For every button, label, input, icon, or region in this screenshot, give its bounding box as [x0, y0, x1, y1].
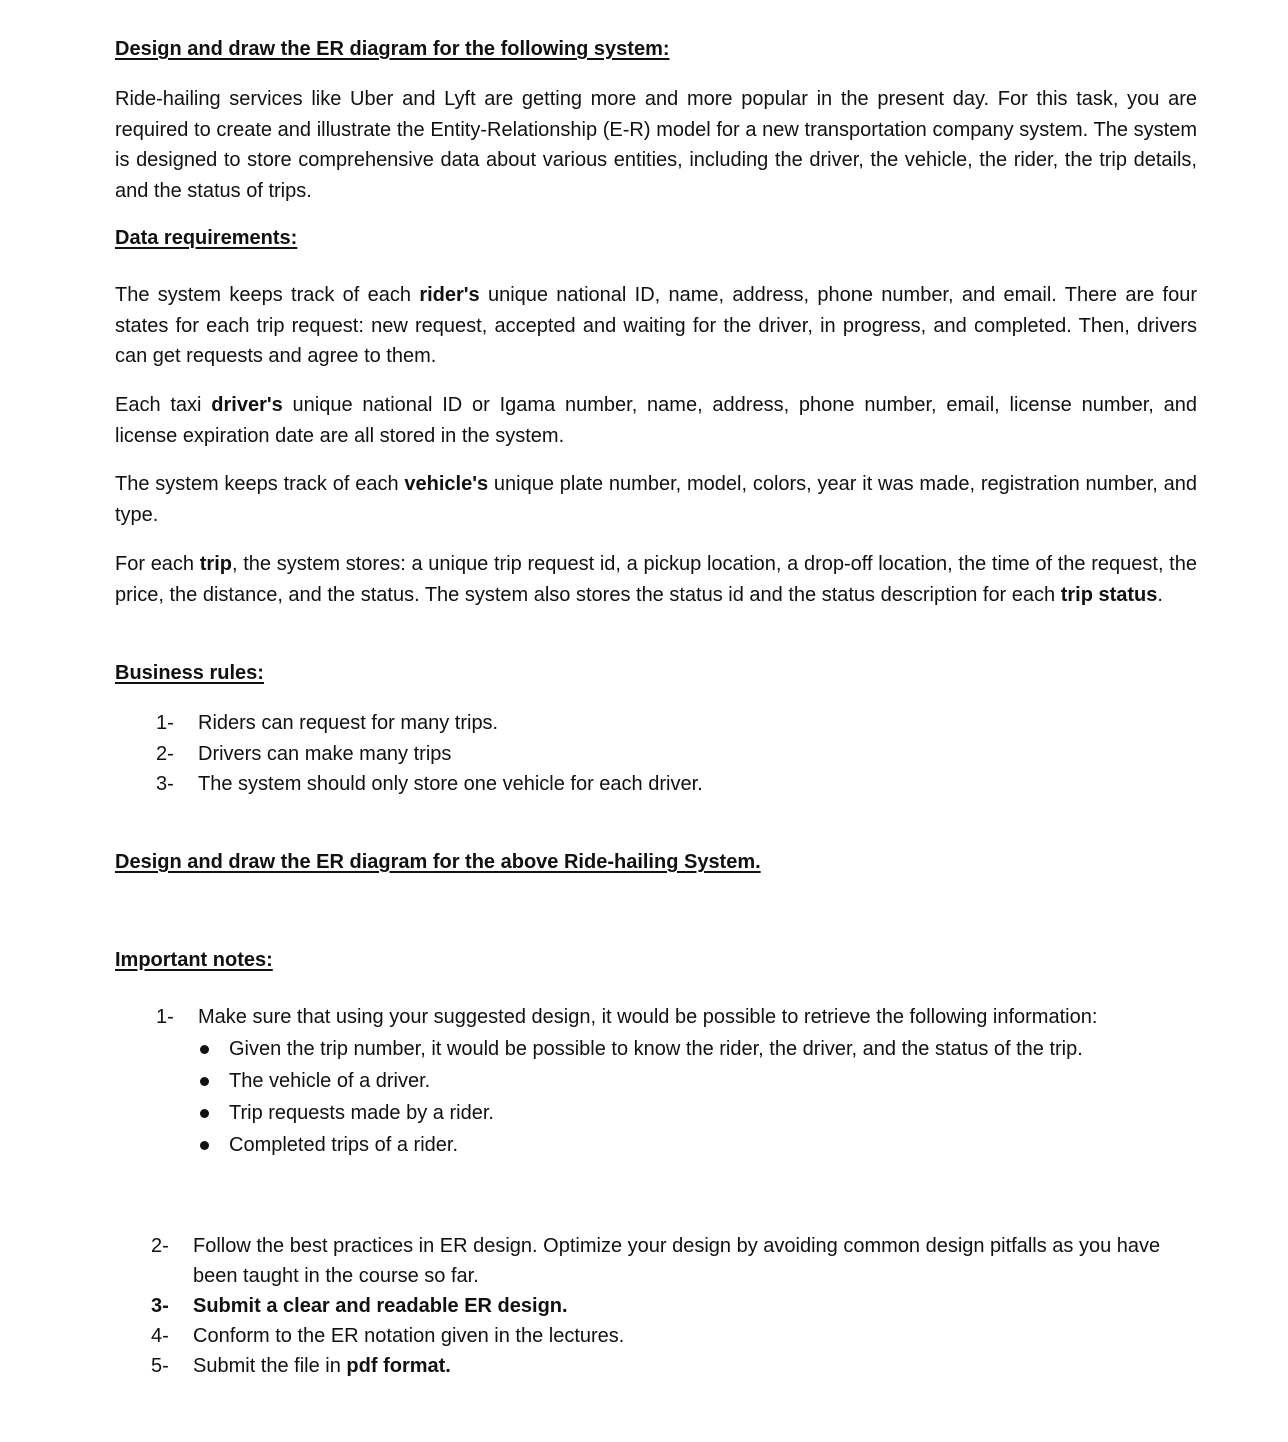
list-item: 3- The system should only store one vehicle for each driver.: [156, 773, 703, 795]
list-item: Given the trip number, it would be possible to know the rider, the driver, and the status of the trip.: [198, 1033, 1198, 1065]
list-item: 1- Riders can request for many trips.: [156, 712, 499, 734]
note-item-1: 1- Make sure that using your suggested design, it would be possible to retrieve the following information:: [156, 1006, 1098, 1028]
task-heading: Design and draw the ER diagram for the above Ride-hailing System.: [115, 851, 761, 873]
list-item: Completed trips of a rider.: [198, 1129, 1198, 1161]
note-item-2: 2- Follow the best practices in ER design. Optimize your design by avoiding common design pitfalls as you have been taught in the course so far.: [151, 1235, 1161, 1287]
list-item: 2- Drivers can make many trips: [156, 742, 452, 765]
vehicle-paragraph: The system keeps track of each vehicle's unique plate number, model, colors, year it was made, registration number, and type.: [115, 473, 1197, 526]
important-notes-heading: Important notes:: [115, 949, 273, 971]
list-item: Trip requests made by a rider.: [198, 1097, 1198, 1129]
bullet-icon: [200, 1077, 209, 1086]
list-item: The vehicle of a driver.: [198, 1065, 1198, 1097]
trip-paragraph: For each trip, the system stores: a unique trip request id, a pickup location, a drop-off location, the time of the request, the price, the distance, and the status. The system also stores the status id and the status description for each trip status.: [115, 553, 1197, 606]
business-rules-list: [156, 708, 1056, 800]
driver-paragraph: Each taxi driver's unique national ID or Igama number, name, address, phone number, email, license number, and license expiration date are all stored in the system.: [115, 394, 1197, 447]
intro-paragraph: Ride-hailing services like Uber and Lyft are getting more and more popular in the present day. For this task, you are required to create and illustrate the Entity-Relationship (E-R) model for a new transportation company system. The system is designed to store comprehensive data about various entities, including the driver, the vehicle, the rider, the trip details, and the status of trips.: [115, 88, 1197, 202]
main-heading: Design and draw the ER diagram for the following system:: [115, 38, 670, 60]
bullet-icon: [200, 1045, 209, 1054]
retrieval-bullet-list: [198, 1033, 1198, 1161]
note-item-5: 5- Submit the file in pdf format.: [151, 1355, 451, 1377]
note-item-3: 3- Submit a clear and readable ER design.: [151, 1295, 568, 1317]
bullet-icon: [200, 1109, 209, 1118]
business-rules-heading: Business rules:: [115, 662, 264, 684]
note-item-4: 4- Conform to the ER notation given in the lectures.: [151, 1325, 625, 1347]
rider-paragraph: The system keeps track of each rider's unique national ID, name, address, phone number, and email. There are four states for each trip request: new request, accepted and waiting for the driver, in progress, and completed. Then, drivers can get requests and agree to them.: [115, 284, 1197, 367]
bullet-icon: [200, 1141, 209, 1150]
data-requirements-heading: Data requirements:: [115, 227, 298, 249]
